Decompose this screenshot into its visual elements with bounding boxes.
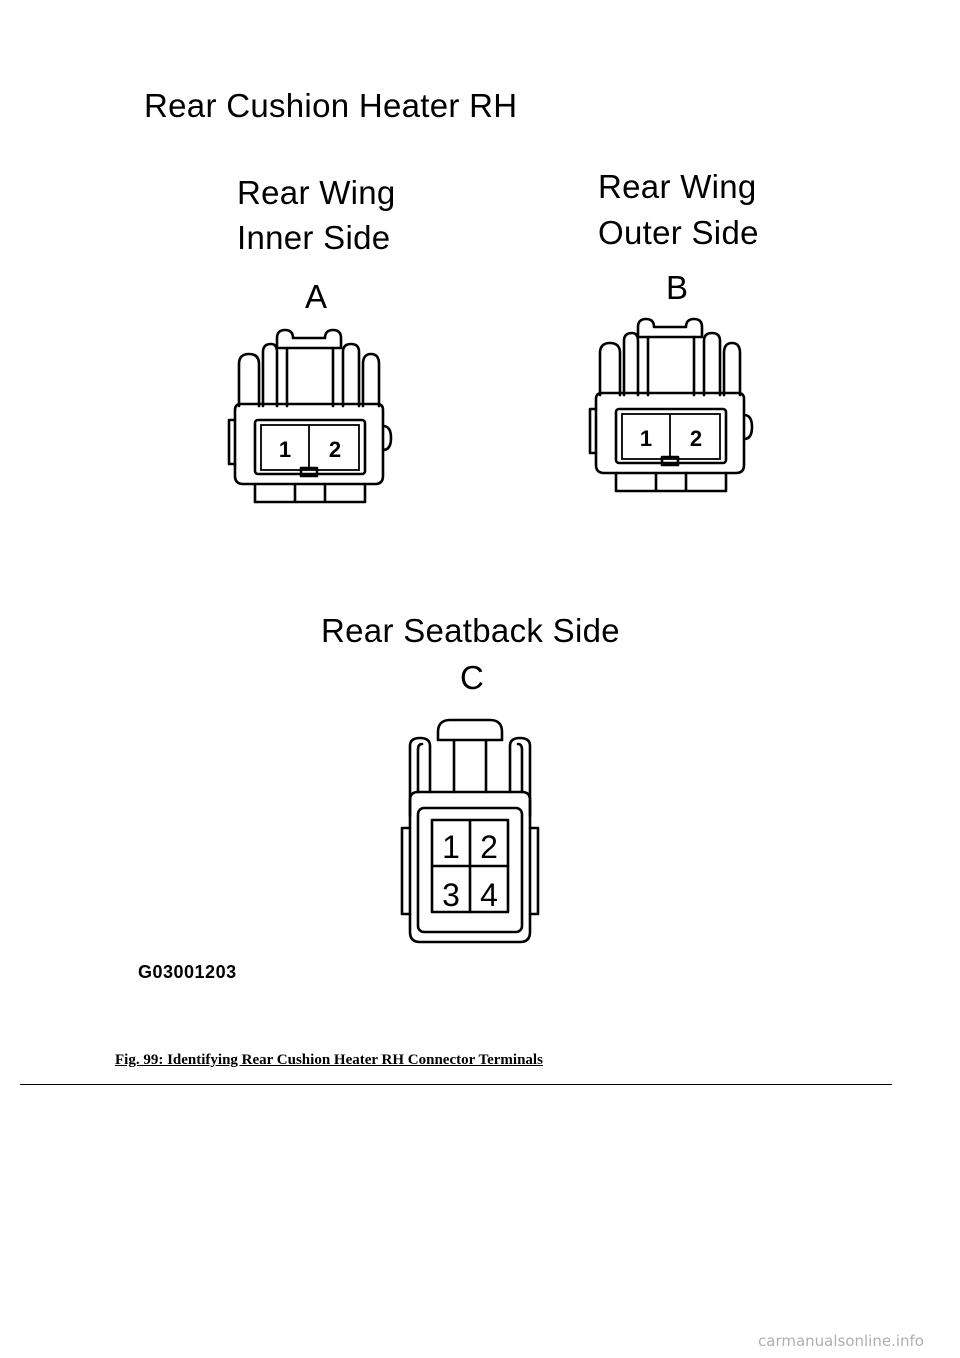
connector-a-terminal-2: 2: [328, 437, 342, 462]
connector-a-label-line1: Rear Wing: [237, 174, 396, 211]
connector-c-label: Rear Seatback Side: [321, 612, 620, 649]
connector-b-letter: B: [666, 269, 689, 306]
figure-caption: Fig. 99: Identifying Rear Cushion Heater RH Connector Terminals: [115, 1052, 543, 1068]
connector-c-letter: C: [460, 659, 484, 696]
connector-a-icon: [225, 326, 395, 506]
connector-a-label-line2: Inner Side: [237, 219, 391, 256]
connector-c-terminal-4: 4: [480, 877, 498, 913]
watermark-text: carmanualsonline.info: [758, 1332, 924, 1350]
graphic-code: G03001203: [138, 962, 237, 982]
connector-c-icon: [398, 716, 548, 952]
connector-b-terminal-1: 1: [639, 426, 653, 451]
connector-b-label-line2: Outer Side: [598, 214, 759, 251]
connector-b-icon: [586, 315, 756, 495]
connector-c-terminal-1: 1: [442, 829, 460, 865]
connector-b-label-line1: Rear Wing: [598, 168, 757, 205]
connector-a-terminal-1: 1: [278, 437, 292, 462]
diagram-title: Rear Cushion Heater RH: [144, 87, 518, 124]
connector-b-terminal-2: 2: [689, 426, 703, 451]
connector-c-terminal-3: 3: [442, 877, 460, 913]
connector-a-letter: A: [305, 278, 328, 315]
divider-line: [20, 1084, 892, 1085]
connector-c-terminal-2: 2: [480, 829, 498, 865]
